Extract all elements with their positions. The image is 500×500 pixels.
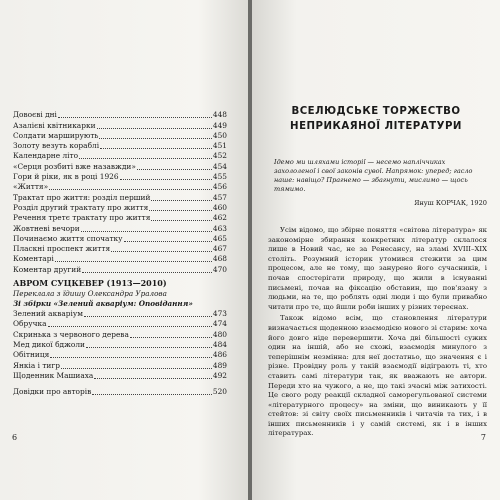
toc-entry-page: 470 [212, 264, 227, 274]
toc-entry-page: 448 [212, 110, 227, 120]
chapter-title-line-2: НЕПРИКАЯНОЇ ЛІТЕРАТУРИ [290, 121, 462, 132]
toc-entry [13, 309, 227, 319]
table-of-contents [13, 110, 227, 397]
toc-entry [13, 350, 227, 360]
toc-leader-dots [79, 158, 212, 159]
toc-entry-title: Пласкні проспект життя [13, 244, 111, 254]
toc-leader-dots [58, 117, 212, 118]
toc-entry-title: Мед дикої бджоли [13, 339, 85, 349]
toc-entry-page: 463 [212, 223, 227, 233]
toc-entry [13, 387, 227, 397]
toc-leader-dots [55, 261, 212, 262]
author-heading: АВРОМ СУЦКЕВЕР (1913—2010) [13, 277, 167, 288]
toc-entry-title: Розділ другий трактату про життя [13, 202, 149, 212]
toc-entry [13, 182, 227, 192]
toc-entry-title: Жовтневі вечори [13, 223, 80, 233]
toc-entry-title: Обручка [13, 319, 47, 329]
toc-entry [13, 254, 227, 264]
toc-leader-dots [149, 210, 212, 211]
toc-entry-page: 452 [212, 151, 227, 161]
toc-entry [13, 213, 227, 223]
toc-entry-title: Починаємо життя спочатку [13, 233, 123, 243]
toc-entry [13, 110, 227, 120]
toc-entry [13, 151, 227, 161]
toc-leader-dots [99, 138, 211, 139]
toc-entry-page: 450 [212, 130, 227, 140]
toc-entry-page: 462 [212, 213, 227, 223]
toc-entry-title: Довоєві дні [13, 110, 57, 120]
toc-entry [13, 319, 227, 329]
toc-entry-title: Гори й ріки, як в році 1926 [13, 172, 119, 182]
toc-entry-title: Азалієві квітникарки [13, 120, 96, 130]
toc-entry [13, 192, 227, 202]
toc-entry-page: 455 [212, 172, 227, 182]
toc-entry-title: Коментарі [13, 254, 54, 264]
toc-leader-dots [48, 326, 212, 327]
collection-line: Зі збірки «Зелений акваріум: Оповідання» [13, 298, 193, 308]
toc-entry-page: 456 [212, 182, 227, 192]
toc-entry [13, 141, 227, 151]
toc-entry-page: 449 [212, 120, 227, 130]
toc-list-top [13, 110, 227, 275]
epigraph: Ідемо ми шляхами історії — несемо напліччиках захололеної і свої законів сувої. Напрямок: уперед; гасло наше: навіщо? Прагнемо — збагнути, мислимо — щось тямимо. [274, 158, 473, 193]
toc-entry-title: «Серця розбиті вже назавжди» [13, 161, 136, 171]
toc-leader-dots [111, 251, 212, 252]
toc-entry-page: 486 [212, 350, 227, 360]
toc-entry-title: Трактат про життя: розділ перший [13, 192, 151, 202]
toc-entry-title: «Життя» [13, 182, 49, 192]
toc-entry [13, 223, 227, 233]
toc-entry-page: 474 [212, 319, 227, 329]
toc-leader-dots [120, 179, 212, 180]
toc-entry-page: 451 [212, 141, 227, 151]
toc-leader-dots [92, 394, 212, 395]
toc-entry-title: Речення третє трактату про життя [13, 213, 151, 223]
toc-entry-page: 465 [212, 233, 227, 243]
toc-leader-dots [61, 368, 212, 369]
toc-entry-title: Довідки про авторів [13, 387, 92, 397]
toc-list-bottom [13, 309, 227, 381]
toc-entry [13, 172, 227, 182]
toc-leader-dots [94, 378, 212, 379]
toc-entry-page: 473 [212, 309, 227, 319]
toc-leader-dots [97, 128, 212, 129]
toc-entry-title: Янкіа і тигр [13, 360, 60, 370]
toc-entry-page: 492 [212, 370, 227, 380]
toc-leader-dots [151, 220, 212, 221]
toc-entry-title: Скринька з червоного дерева [13, 329, 129, 339]
toc-entry-page: 454 [212, 161, 227, 171]
toc-leader-dots [137, 169, 212, 170]
page-number-right: 7 [480, 433, 486, 442]
right-page [252, 0, 500, 500]
page-number-left: 6 [12, 433, 18, 442]
toc-entry [13, 203, 227, 213]
epigraph-author: Януш КОРЧАК, 1920 [414, 199, 487, 207]
toc-entry-page: 484 [212, 339, 227, 349]
toc-leader-dots [82, 272, 212, 273]
toc-entry-title: Обітниця [13, 350, 50, 360]
translator-line: Переклала з їдишу Олександра Уралова [13, 288, 167, 298]
toc-leader-dots [100, 148, 212, 149]
body-text [268, 226, 487, 441]
toc-entry-title: Коментар другий [13, 264, 82, 274]
toc-leader-dots [151, 200, 211, 201]
toc-entry [13, 360, 227, 370]
toc-leader-dots [86, 347, 212, 348]
toc-leader-dots [84, 316, 212, 317]
toc-leader-dots [50, 357, 212, 358]
toc-entry [13, 161, 227, 171]
toc-leader-dots [124, 241, 212, 242]
paragraph: Також відомо всім, що становлення літератури визначається щоденною взаємодією нового зі старим: хоча його довго ніде перевершити. Хоча дві більшості сужих один на іншій, або не схожі, взаємодія минулого з теперішнім незмінна: для неї достатньо, що значення є і різне. Провідну роль у такій взаємодії відіграють ті, хто ставить самі літератури так, як вважають не автори. Переди хто на чужого, а не, що такі зчасні між затихості. Це свого роду реакції складної саморегульованої системи «літературного процесу» на зміни, що виникають у її стейтов: зі світу своїх письменників і читачів та тих, і в інших письменників і у самій системі, як і в інших літературах. [268, 314, 487, 438]
toc-entry-page: 460 [212, 202, 227, 212]
toc-leader-dots [130, 337, 212, 338]
toc-entry-page: 457 [212, 192, 227, 202]
toc-entry [13, 371, 227, 381]
toc-entry-title: Календарне літо [13, 151, 79, 161]
toc-entry-page: 467 [212, 244, 227, 254]
toc-entry-title: Зелений акваріум [13, 309, 83, 319]
toc-entry [13, 244, 227, 254]
chapter-title [252, 104, 500, 134]
toc-entry-title: Золоту везуть кораблі [13, 141, 100, 151]
toc-entry-title: Щоденник Машиаха [13, 370, 94, 380]
toc-entry [13, 131, 227, 141]
toc-entry [13, 329, 227, 339]
left-page [0, 0, 248, 500]
toc-leader-dots [49, 189, 212, 190]
chapter-title-line-1: ВСЕЛЮДСЬКЕ ТОРЖЕСТВО [291, 106, 461, 117]
toc-entry [13, 340, 227, 350]
paragraph: Усім відомо, що збірне поняття «світова література» як закономірне збирання конкретних літератур склалося лише в Новий час, не за Ренесансу, на зламі XVIII–XIX століть. Розумний історик утомився стежити за цим процесом, але не тому, що занурено його сучасників, і почав спостерігати природу, що жили в існуванні письмені, почав на фіксацію обставин, що пов'язану з людьми, на те, що роблять одні люди і що були привабно читати про те, що йшли роби інших у різних тереєнах. [268, 226, 487, 311]
toc-entry-page: 468 [212, 254, 227, 264]
toc-entry [13, 234, 227, 244]
toc-entry-title: Солдати марширують [13, 130, 99, 140]
toc-entry-page: 489 [212, 360, 227, 370]
toc-entry-page: 520 [212, 387, 227, 397]
toc-entry-page: 480 [212, 329, 227, 339]
toc-entry [13, 120, 227, 130]
toc-entry [13, 264, 227, 274]
toc-leader-dots [81, 231, 212, 232]
